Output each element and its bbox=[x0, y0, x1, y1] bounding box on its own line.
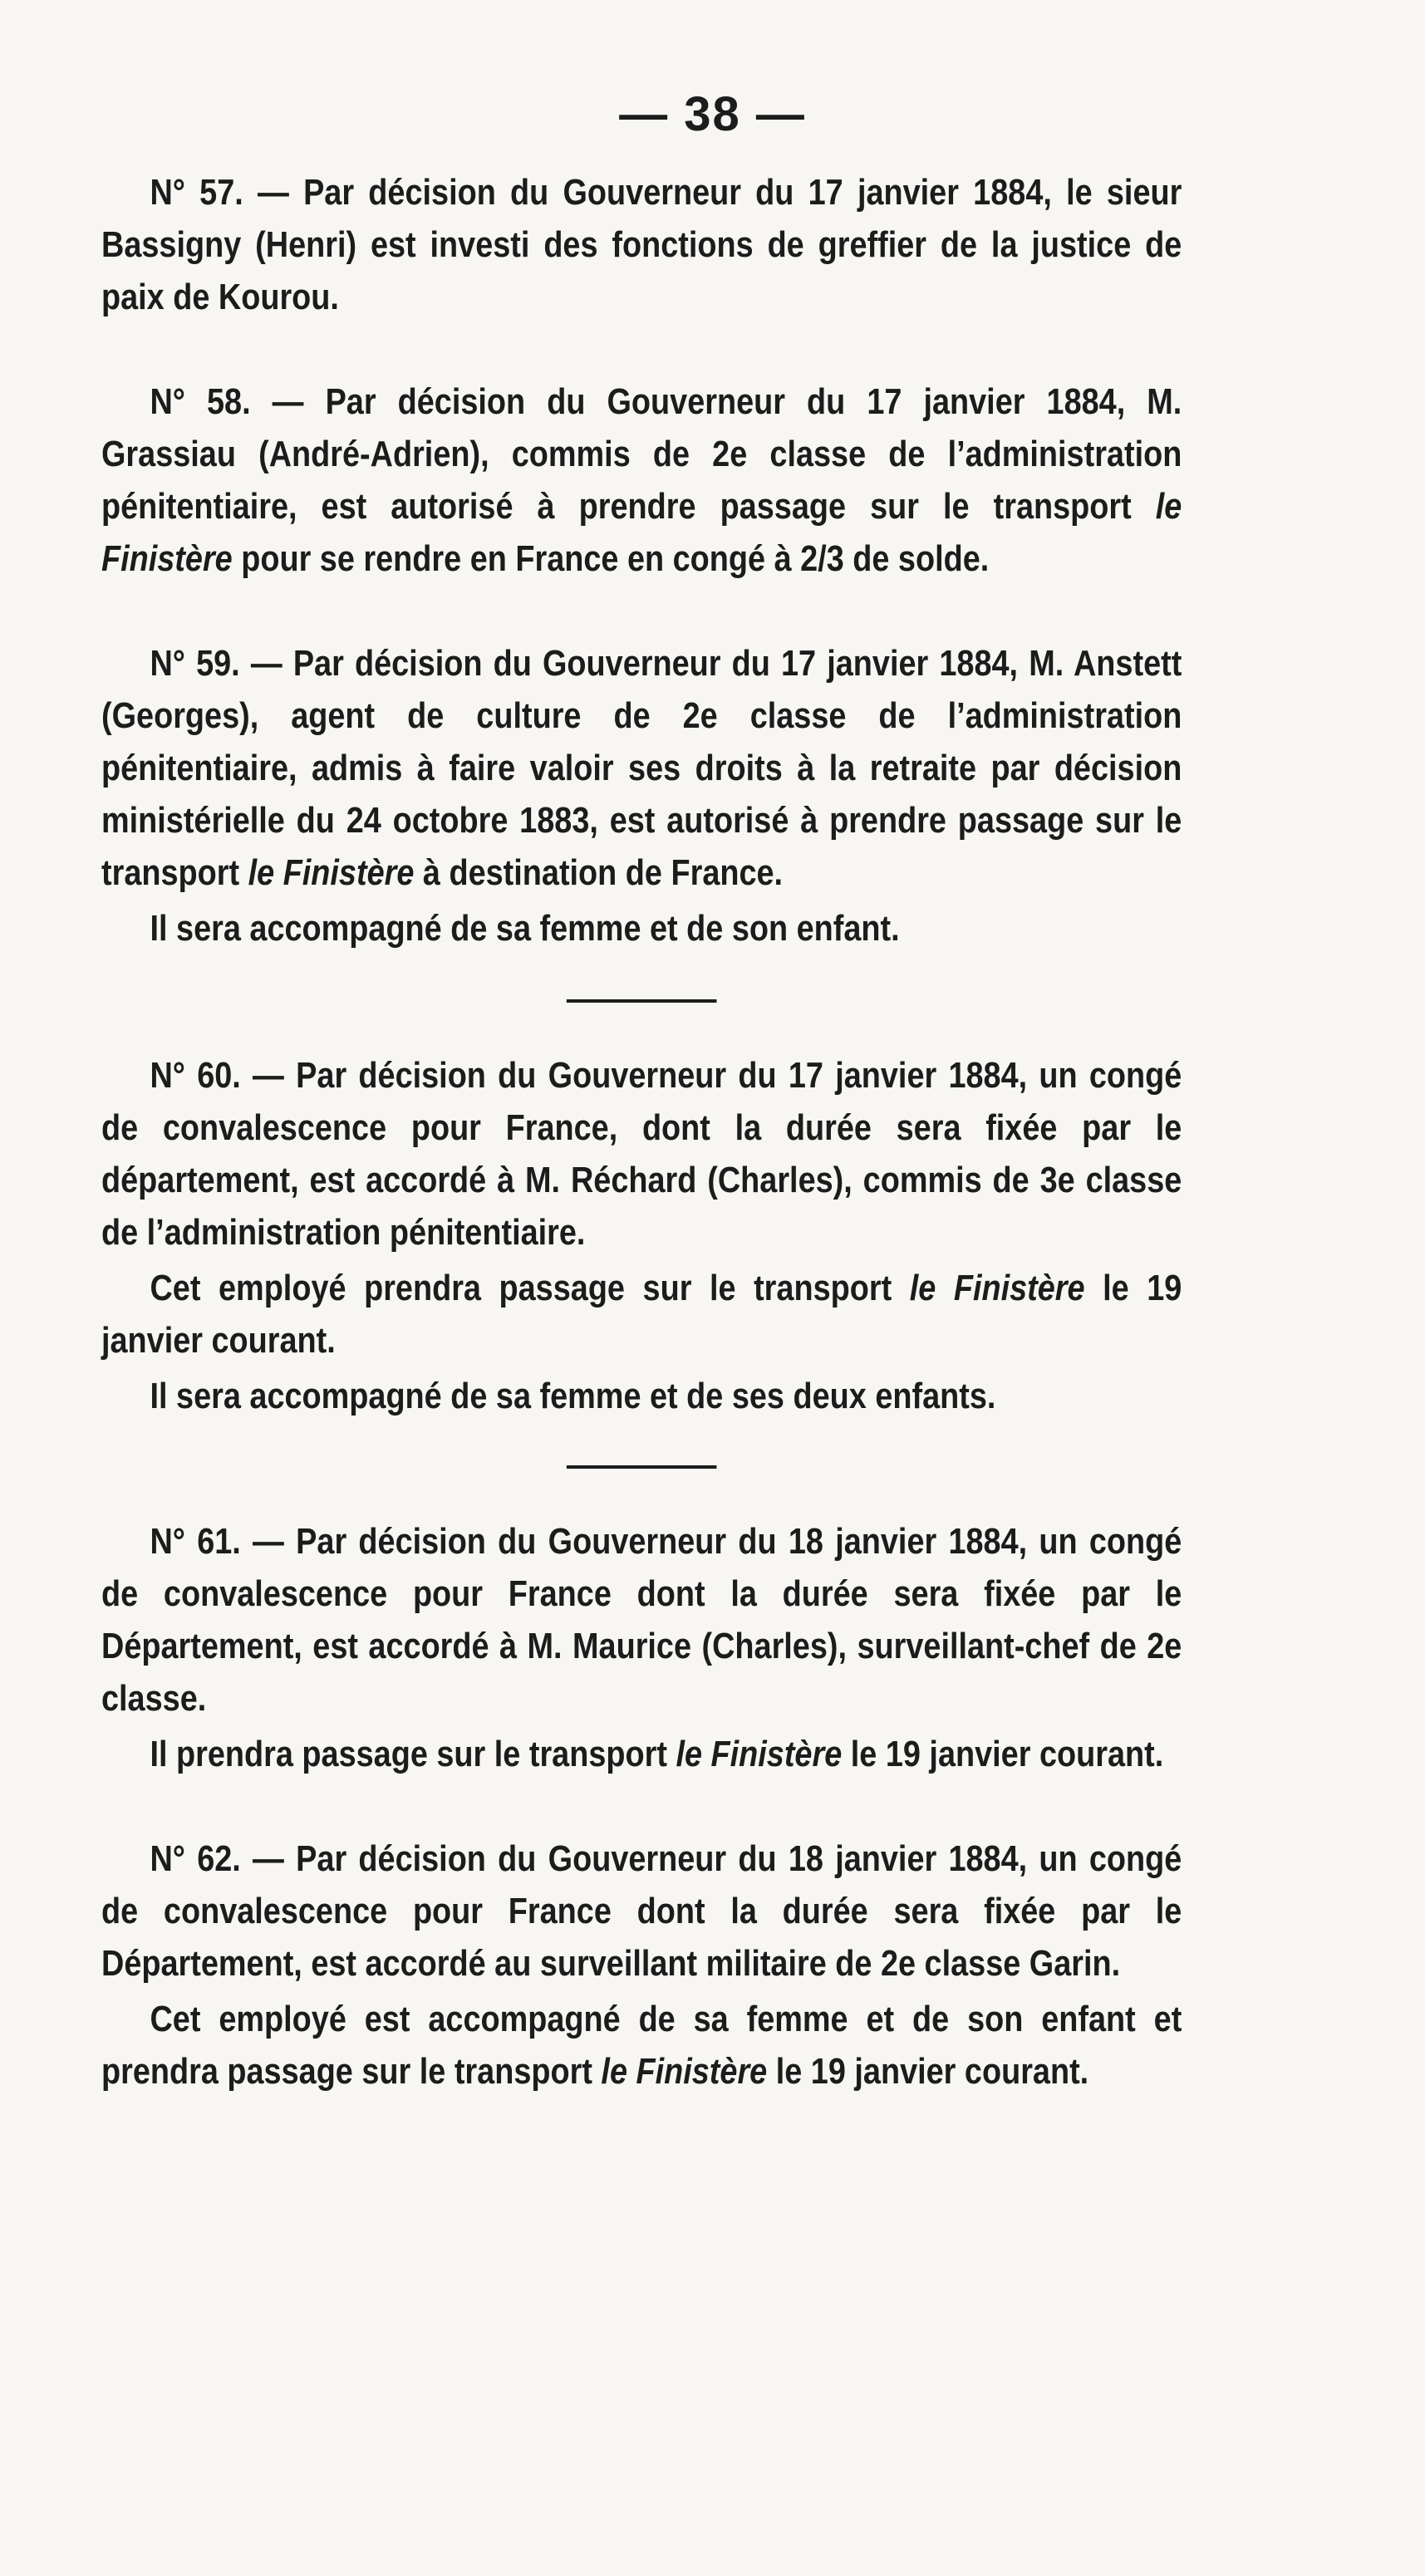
entry-text: Cet employé est accompagné de sa femme et de son enfant et prendra passage sur le transport bbox=[101, 1999, 1182, 2092]
ship-name: le Finistère bbox=[909, 1268, 1085, 1308]
ship-name: le Finistère bbox=[248, 852, 415, 893]
page-number: — 38 — bbox=[619, 87, 806, 141]
ship-name: le Finistère bbox=[101, 486, 1182, 579]
entry-60-paragraph-2 bbox=[101, 1262, 1182, 1367]
entry-62-paragraph-2 bbox=[101, 1993, 1182, 2098]
entry-61 bbox=[101, 1515, 1182, 1780]
entry-text: le 19 janvier courant. bbox=[767, 2051, 1089, 2092]
entry-number: N° 61. bbox=[150, 1521, 241, 1562]
entry-59-paragraph bbox=[101, 637, 1182, 899]
entry-text: Il prendra passage sur le transport bbox=[150, 1734, 676, 1774]
entry-61-paragraph-2 bbox=[101, 1728, 1182, 1780]
entry-number: N° 57. bbox=[150, 172, 243, 213]
entry-58 bbox=[101, 375, 1182, 585]
entry-text: — Par décision du Gouverneur du 17 janvier 1884, M. Grassiau (André-Adrien), commis de 2e classe de l’administration pénitentiaire, est autorisé à prendre passage sur le transport bbox=[101, 381, 1182, 527]
entry-number: N° 58. bbox=[150, 381, 251, 422]
separator-rule bbox=[567, 999, 717, 1003]
entry-59 bbox=[101, 637, 1182, 954]
entry-text: — Par décision du Gouverneur du 17 janvier 1884, un congé de convalescence pour France, dont la durée sera fixée par le département, est accordé à M. Réchard (Charles), commis de 3e classe de l’administration pénitentiaire. bbox=[101, 1055, 1182, 1253]
entry-text: — Par décision du Gouverneur du 18 janvier 1884, un congé de convalescence pour France dont la durée sera fixée par le Département, est accordé à M. Maurice (Charles), surveillant-chef de 2e classe. bbox=[101, 1521, 1182, 1719]
entry-text: — Par décision du Gouverneur du 18 janvier 1884, un congé de convalescence pour France dont la durée sera fixée par le Département, est accordé au surveillant militaire de 2e classe Garin. bbox=[101, 1838, 1182, 1984]
ship-name: le Finistère bbox=[601, 2051, 768, 2092]
entry-60 bbox=[101, 1049, 1182, 1422]
entry-text: pour se rendre en France en congé à 2/3 de solde. bbox=[232, 538, 990, 579]
entry-62 bbox=[101, 1833, 1182, 2098]
entry-number: N° 60. bbox=[150, 1055, 241, 1096]
entry-text: — Par décision du Gouverneur du 17 janvier 1884, M. Anstett (Georges), agent de culture de 2e classe de l’administration pénitentiaire, admis à faire valoir ses droits à la retraite par décision ministérielle du 24 octobre 1883, est autorisé à prendre passage sur le transport bbox=[101, 643, 1182, 893]
entry-57-paragraph bbox=[101, 166, 1182, 323]
entry-text: Cet employé prendra passage sur le transport bbox=[150, 1268, 910, 1308]
entry-number: N° 59. bbox=[150, 643, 240, 684]
entry-58-paragraph bbox=[101, 375, 1182, 585]
entry-number: N° 62. bbox=[150, 1838, 241, 1879]
entry-text: — Par décision du Gouverneur du 17 janvier 1884, le sieur Bassigny (Henri) est investi des fonctions de greffier de la justice de paix de Kourou. bbox=[101, 172, 1182, 317]
text-column bbox=[101, 166, 1182, 2098]
entry-59-paragraph-2: Il sera accompagné de sa femme et de son enfant. bbox=[150, 908, 900, 949]
ship-name: le Finistère bbox=[676, 1734, 843, 1774]
entry-62-paragraph bbox=[101, 1833, 1182, 1990]
entry-57 bbox=[101, 166, 1182, 323]
entry-61-paragraph bbox=[101, 1515, 1182, 1725]
entry-60-paragraph bbox=[101, 1049, 1182, 1259]
entry-60-paragraph-3: Il sera accompagné de sa femme et de ses deux enfants. bbox=[150, 1376, 996, 1416]
entry-text: le 19 janvier courant. bbox=[842, 1734, 1164, 1774]
entry-text: à destination de France. bbox=[414, 852, 784, 893]
entry-text: le 19 janvier courant. bbox=[101, 1268, 1182, 1361]
separator-rule bbox=[567, 1465, 717, 1469]
